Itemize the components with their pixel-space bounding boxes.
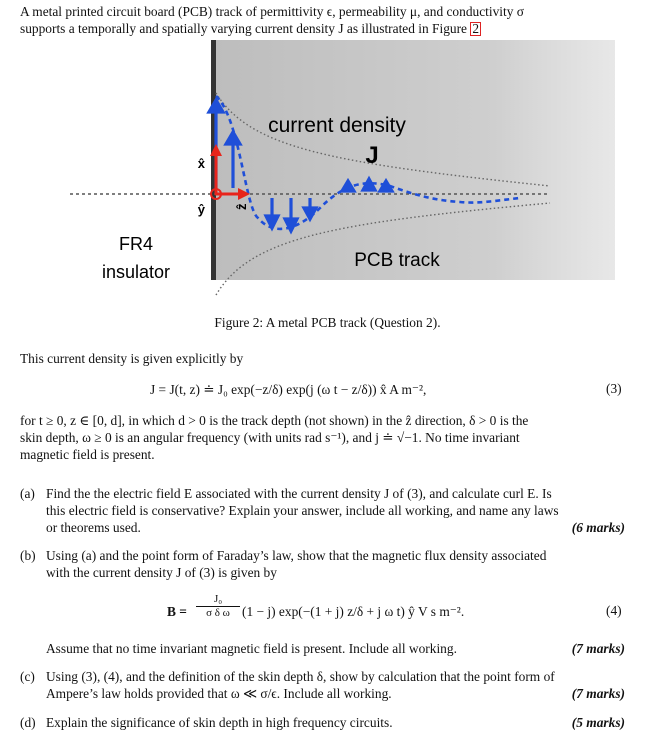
question-a-line-3: or theorems used. (46, 520, 141, 535)
question-b-line-2: with the current density J of (3) is given by (46, 565, 277, 580)
equation-4-fraction (196, 593, 240, 620)
question-a-line-2: this electric field is conservative? Explain your answer, include all working, and name any laws (46, 503, 559, 518)
question-c-label: (c) (20, 669, 35, 684)
equation-4-number: (4) (606, 603, 622, 618)
intro-line-2 (20, 20, 635, 37)
figure-reference-link[interactable]: 2 (472, 21, 480, 36)
label-x-axis: x̂ (197, 156, 205, 171)
label-pcb-track: PCB track (354, 250, 440, 271)
para-line-3: magnetic field is present. (20, 447, 155, 462)
question-a-line-1: Find the the electric field E associated with the current density J of (3), and calculate curl E. Is (46, 486, 552, 501)
equation-4-rhs: (1 − j) exp(−(1 + j) z/δ + j ω t) ŷ V s m⁻². (242, 604, 465, 619)
label-z-axis: ẑ (234, 203, 249, 210)
question-b-label: (b) (20, 548, 36, 563)
question-d-line-1: Explain the significance of skin depth in high frequency circuits. (46, 715, 393, 730)
definitions-paragraph (20, 412, 635, 463)
pcb-track-region (215, 40, 615, 280)
equation-4-denominator: σ δ ω (206, 607, 230, 619)
intro-line-2-text: supports a temporally and spatially varying current density J as illustrated in Figure (20, 21, 468, 36)
equation-4-numerator: J₀ (196, 593, 240, 607)
label-insulator: insulator (101, 262, 171, 282)
pcb-track-figure (0, 38, 655, 308)
intro-line-1: A metal printed circuit board (PCB) track of permittivity ϵ, permeability μ, and conductivity σ (20, 4, 524, 19)
question-d-label: (d) (20, 715, 36, 730)
question-b (46, 547, 626, 581)
question-b-line-3: Assume that no time invariant magnetic field is present. Include all working. (46, 641, 457, 656)
question-a (46, 485, 626, 536)
question-c (46, 668, 626, 702)
equation-3: J = J(t, z) ≐ J₀ exp(−z/δ) exp(j (ω t − z/δ)) x̂ A m⁻², (150, 382, 427, 397)
equation-4-lhs: B = (167, 604, 187, 619)
question-c-marks: (7 marks) (571, 686, 625, 701)
label-J: J (365, 142, 379, 169)
para-line-2: skin depth, ω ≥ 0 is an angular frequency (with units rad s⁻¹), and j ≐ √−1. No time invariant (20, 430, 520, 445)
question-b-line-1: Using (a) and the point form of Faraday’s law, show that the magnetic flux density associated (46, 548, 547, 563)
equation-3-number: (3) (606, 381, 622, 396)
question-a-label: (a) (20, 486, 35, 501)
figure-caption: Figure 2: A metal PCB track (Question 2). (214, 315, 441, 330)
given-text: This current density is given explicitly by (20, 351, 244, 366)
label-y-axis: ŷ (197, 202, 205, 217)
question-b-marks: (7 marks) (571, 641, 625, 656)
label-fr4: FR4 (118, 234, 154, 254)
intro-text (20, 3, 635, 37)
question-a-marks: (6 marks) (571, 520, 625, 535)
para-line-1: for t ≥ 0, z ∈ [0, d], in which d > 0 is the track depth (not shown) in the ẑ direction, δ > 0 is the (20, 413, 529, 428)
label-current-density: current density (268, 114, 406, 137)
question-c-line-1: Using (3), (4), and the definition of the skin depth δ, show by calculation that the point form of (46, 669, 555, 684)
question-c-line-2: Ampere’s law holds provided that ω ≪ σ/ϵ. Include all working. (46, 686, 392, 701)
question-d-marks: (5 marks) (571, 715, 625, 730)
